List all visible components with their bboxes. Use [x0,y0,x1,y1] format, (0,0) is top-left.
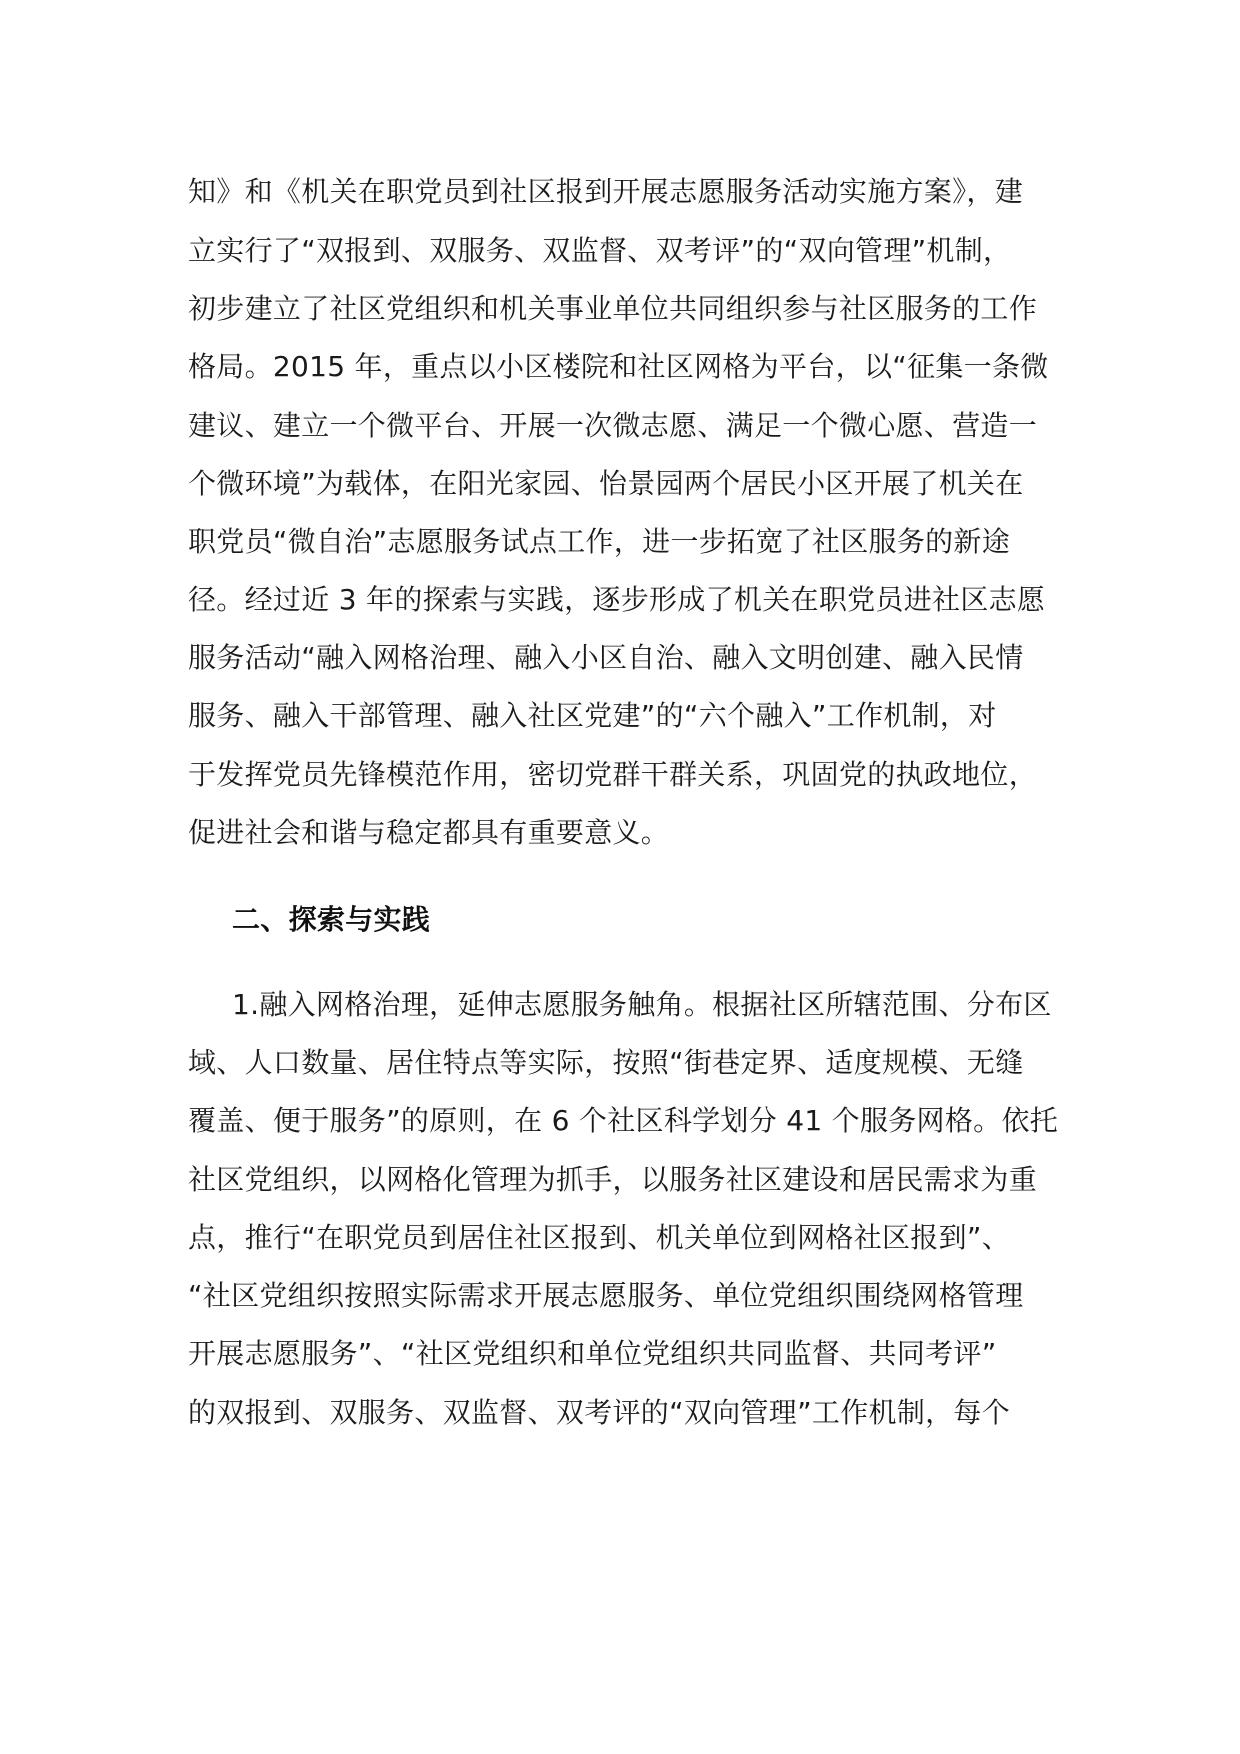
paragraph-1-line: 个微环境”为载体，在阳光家园、怡景园两个居民小区开展了机关在 [188,467,1024,500]
paragraph-1-line: 径。经过近 3 年的探索与实践，逐步形成了机关在职党员进社区志愿 [188,583,1046,616]
paragraph-2-line: 1.融入网格治理，延伸志愿服务触角。根据社区所辖范围、分布区 [232,988,1052,1021]
paragraph-1-line: 职党员“微自治”志愿服务试点工作，进一步拓宽了社区服务的新途 [188,525,1011,558]
paragraph-1-line: 服务、融入干部管理、融入社区党建”的“六个融入”工作机制，对 [188,699,997,732]
paragraph-2-line: 覆盖、便于服务”的原则，在 6 个社区科学划分 41 个服务网格。依托 [188,1104,1059,1137]
paragraph-2-line: 开展志愿服务”、“社区党组织和单位党组织共同监督、共同考评” [188,1337,997,1370]
paragraph-1-line: 知》和《机关在职党员到社区报到开展志愿服务活动实施方案》，建 [188,175,1024,208]
paragraph-2-line: 点，推行“在职党员到居住社区报到、机关单位到网格社区报到”、 [188,1221,1011,1254]
section-heading: 二、探索与实践 [232,903,431,936]
paragraph-1-line: 立实行了“双报到、双服务、双监督、双考评”的“双向管理”机制， [188,234,1012,267]
paragraph-2-line: 社区党组织，以网格化管理为抓手，以服务社区建设和居民需求为重 [188,1163,1038,1196]
paragraph-1-line: 格局。2015 年，重点以小区楼院和社区网格为平台，以“征集一条微 [188,350,1049,383]
paragraph-2-line: 域、人口数量、居住特点等实际，按照“街巷定界、适度规模、无缝 [188,1046,1024,1079]
paragraph-1-line: 初步建立了社区党组织和机关事业单位共同组织参与社区服务的工作 [188,292,1038,325]
paragraph-1-line: 促进社会和谐与稳定都具有重要意义。 [188,816,670,849]
paragraph-1-line: 建议、建立一个微平台、开展一次微志愿、满足一个微心愿、营造一 [188,409,1038,442]
paragraph-2-line: 的双报到、双服务、双监督、双考评的“双向管理”工作机制，每个 [188,1396,1011,1429]
paragraph-1-line: 服务活动“融入网格治理、融入小区自治、融入文明创建、融入民情 [188,641,1024,674]
paragraph-2-line: “社区党组织按照实际需求开展志愿服务、单位党组织围绕网格管理 [188,1279,1024,1312]
paragraph-1-line: 于发挥党员先锋模范作用，密切党群干群关系，巩固党的执政地位， [188,758,1038,791]
